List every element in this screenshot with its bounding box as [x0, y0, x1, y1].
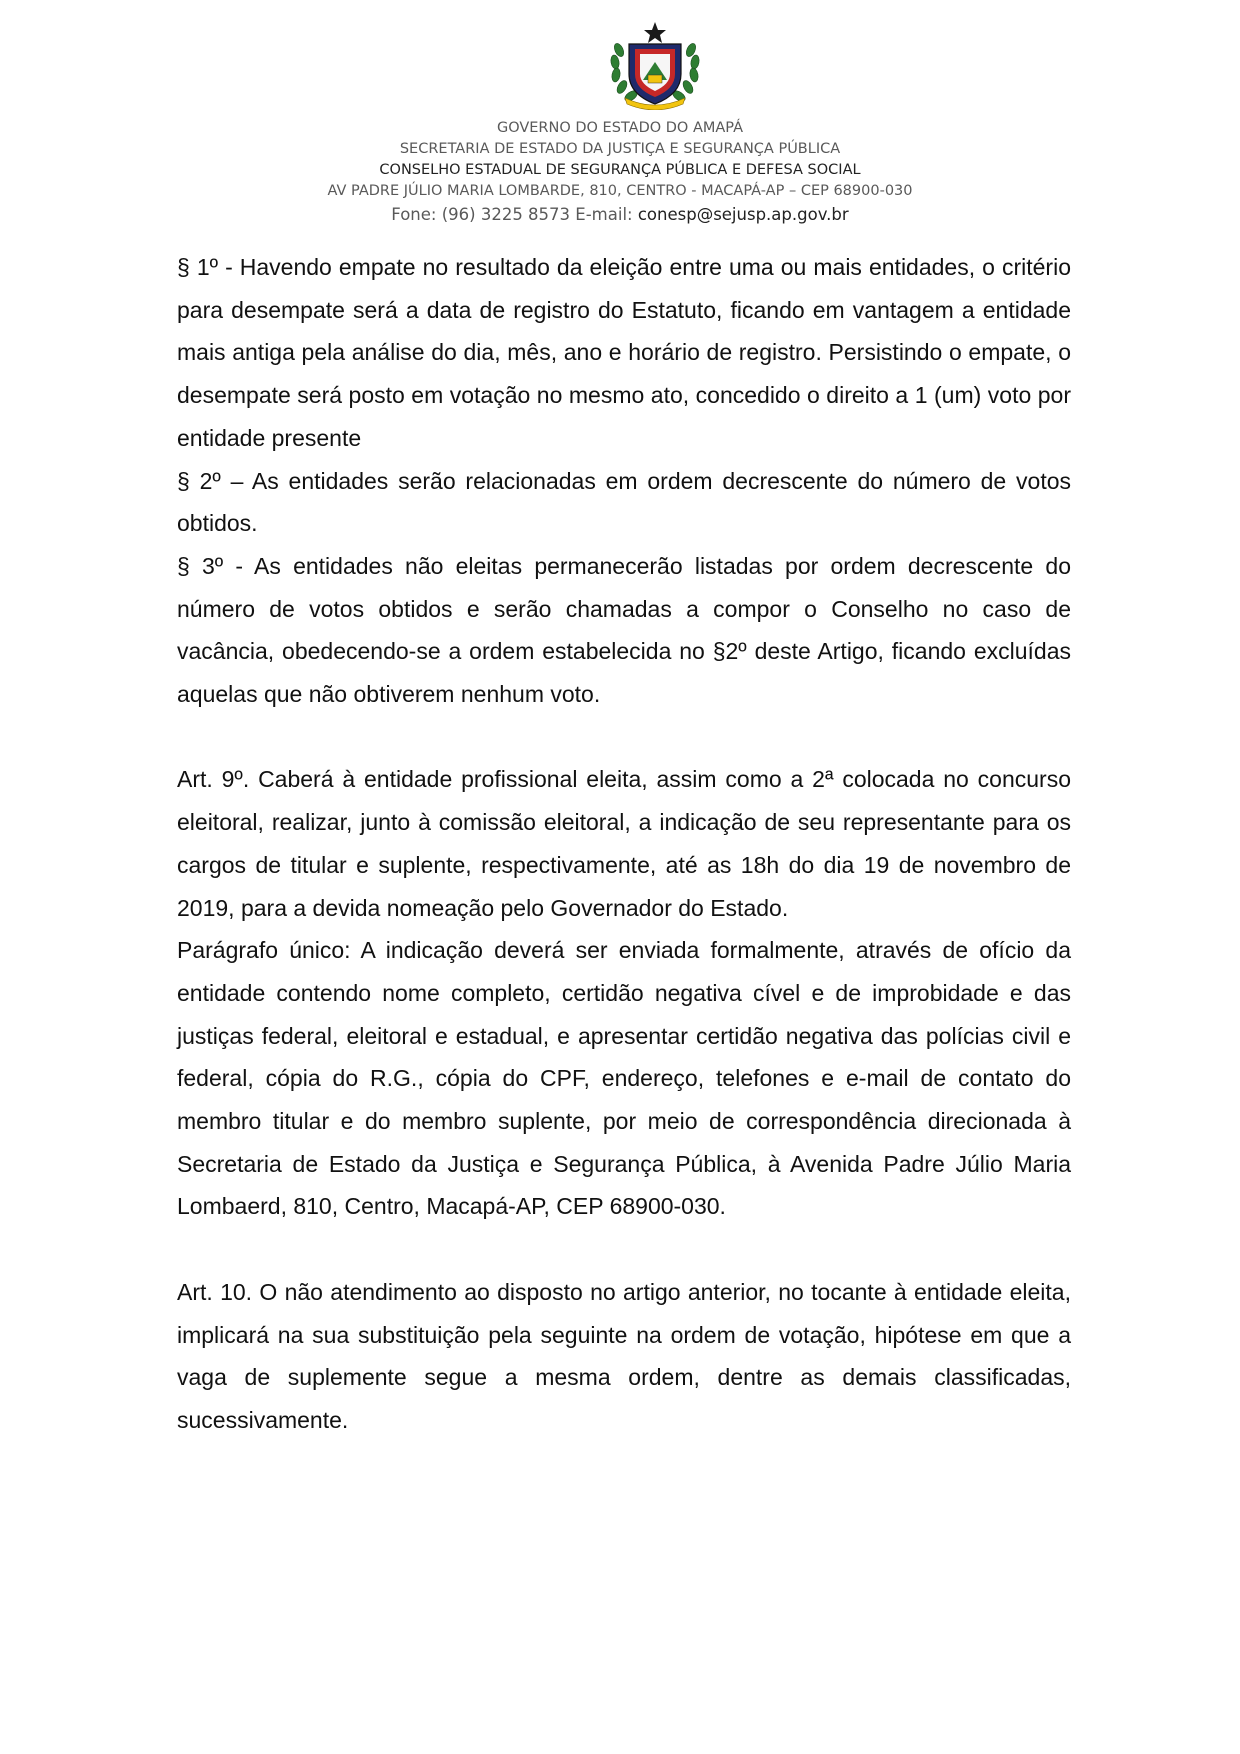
- letterhead: [0, 118, 1240, 227]
- letterhead-government: GOVERNO DO ESTADO DO AMAPÁ: [496, 120, 744, 136]
- article-9: Art. 9º. Caberá à entidade profissional eleita, assim como a 2ª colocada no concurso eleitoral, realizar, junto à comissão eleitoral, a indicação de seu representante para os cargos de titular e suplente, respectivamente, até as 18h do dia 19 de novembro de 2019, para a devida nomeação pelo Governador do Estado.: [177, 766, 1071, 921]
- paragraph-3: § 3º - As entidades não eleitas permanecerão listadas por ordem decrescente do número de votos obtidos e serão chamadas a compor o Conselho no caso de vacância, obedecendo-se a ordem estabelecida no §2º deste Artigo, ficando excluídas aquelas que não obtiverem nenhum voto.: [177, 552, 1071, 708]
- letterhead-council: CONSELHO ESTADUAL DE SEGURANÇA PÚBLICA E DEFESA SOCIAL: [379, 162, 861, 178]
- article-9-sole-paragraph: Parágrafo único: A indicação deverá ser enviada formalmente, através de ofício da entidade contendo nome completo, certidão negativa cível e de improbidade e das justiças federal, eleitoral e estadual, e apresentar certidão negativa das polícias civil e federal, cópia do R.G., cópia do CPF, endereço, telefones e e-mail de contato do membro titular e do membro suplente, por meio de correspondência direcionada à Secretaria de Estado da Justiça e Segurança Pública, à Avenida Padre Júlio Maria Lombaerd, 810, Centro, Macapá-AP, CEP 68900-030.: [177, 937, 1071, 1220]
- document-body: [177, 246, 1071, 1442]
- contact-email[interactable]: conesp@sejusp.ap.gov.br: [637, 205, 849, 224]
- letterhead-contact: [0, 203, 1240, 227]
- paragraph-2: § 2º – As entidades serão relacionadas em ordem decrescente do número de votos obtidos.: [177, 467, 1071, 537]
- letterhead-secretariat: SECRETARIA DE ESTADO DA JUSTIÇA E SEGURANÇA PÚBLICA: [399, 141, 841, 157]
- state-coat-of-arms-icon: [605, 20, 705, 110]
- paragraph-1: § 1º - Havendo empate no resultado da eleição entre uma ou mais entidades, o critério para desempate será a data de registro do Estatuto, ficando em vantagem a entidade mais antiga pela análise do dia, mês, ano e horário de registro. Persistindo o empate, o desempate será posto em votação no mesmo ato, concedido o direito a 1 (um) voto por entidade presente: [177, 254, 1071, 451]
- article-10: Art. 10. O não atendimento ao disposto no artigo anterior, no tocante à entidade eleita, implicará na sua substituição pela seguinte na ordem de votação, hipótese em que a vaga de suplemente segue a mesma ordem, dentre as demais classificadas, sucessivamente.: [177, 1278, 1071, 1433]
- contact-phone: Fone: (96) 3225 8573 E-mail:: [391, 205, 638, 224]
- letterhead-address: AV PADRE JÚLIO MARIA LOMBARDE, 810, CENTRO - MACAPÁ-AP – CEP 68900-030: [327, 183, 913, 199]
